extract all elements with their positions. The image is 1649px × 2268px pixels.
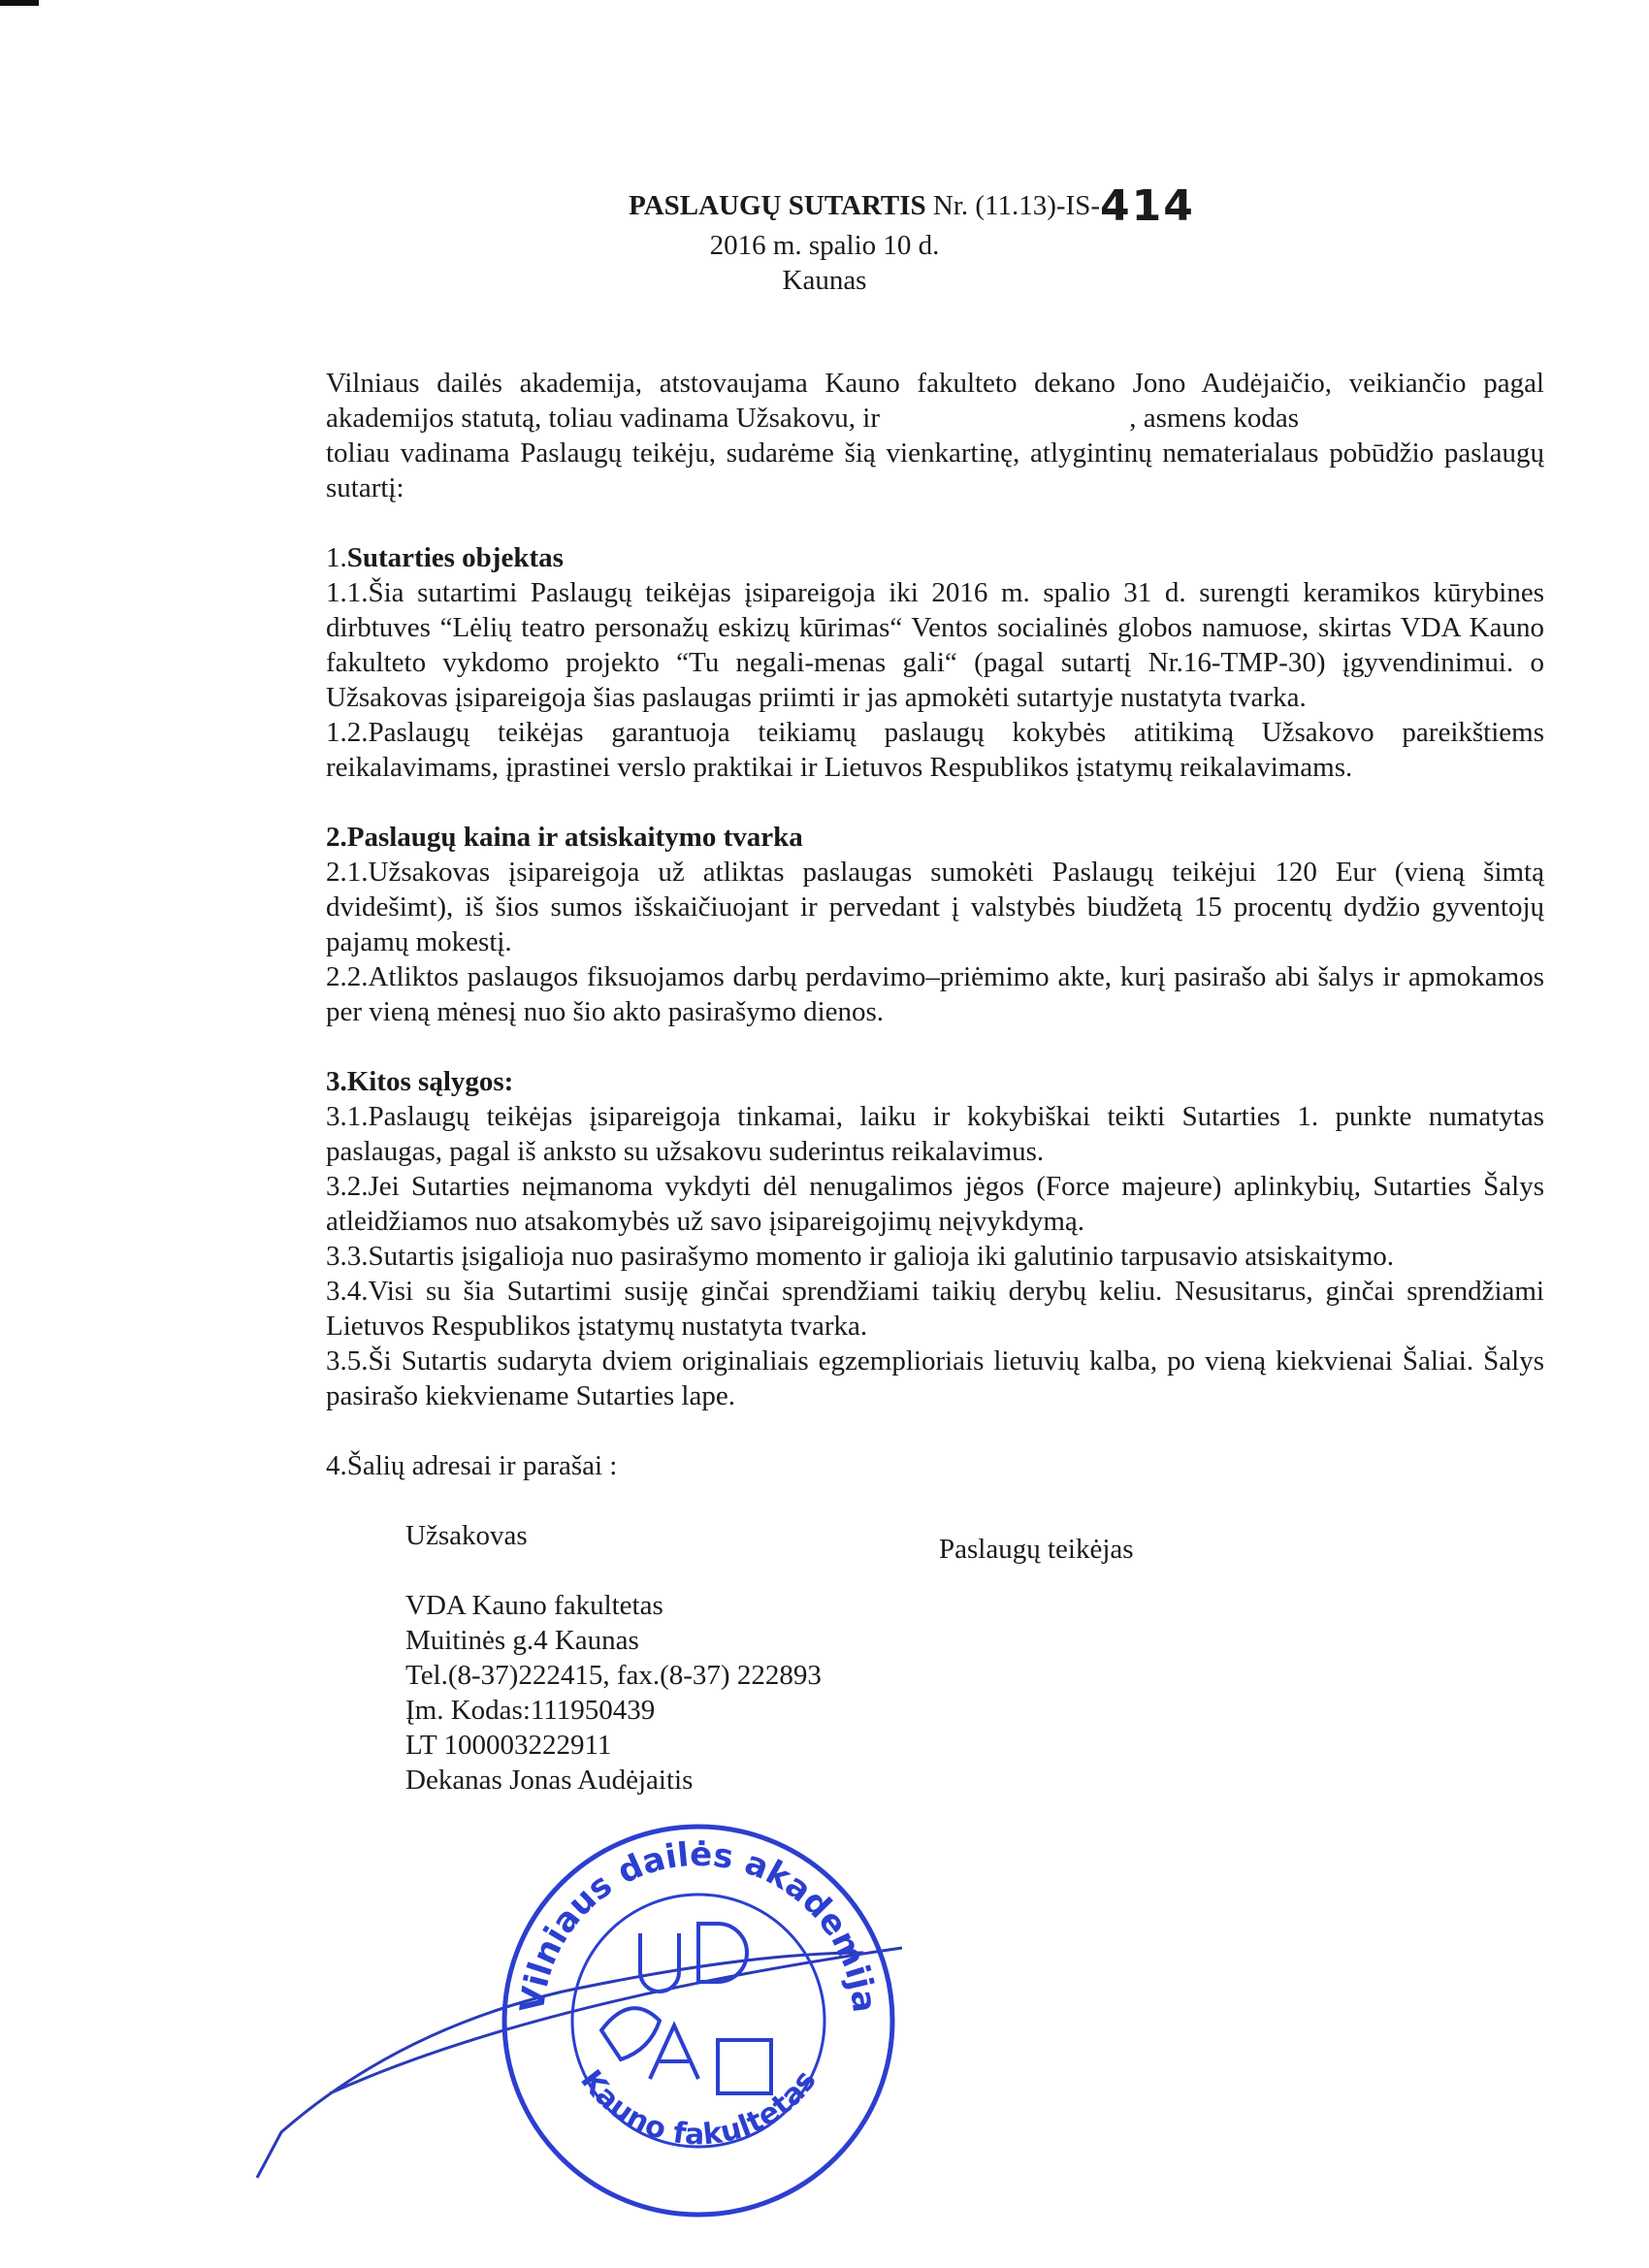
intro-text-3: toliau vadinama Paslaugų teikėju, sudarėme šią vienkartinę, atlygintinų nematerialaus pobūdžio paslaugų sutartį: (326, 437, 1544, 503)
intro-text-2: , asmens kodas (1129, 403, 1300, 434)
intro-text: Vilniaus dailės akademija, atstovaujama Kauno fakulteto dekano Jono Audėjaičio, veikiančio pagal akademijos statutą, toliau vadinama Užsakovu, ir (326, 368, 1544, 434)
clause-1-1: 1.1.Šia sutartimi Paslaugų teikėjas įsipareigoja iki 2016 m. spalio 31 d. surengti keramikos kūrybines dirbtuves “Lėlių teatro personažų eskizų kūrimas“ Ventos socialinės globos namuose, skirtas VDA Kauno fakulteto vykdomo projekto “Tu negali-menas gali“ (pagal sutartį Nr.16-TMP-30) įgyvendinimui. o Užsakovas įsipareigoja šias paslaugas priimti ir jas apmokėti sutartyje nustatyta tvarka. (326, 577, 1544, 713)
contract-date: 2016 m. spalio 10 d. (709, 230, 940, 261)
title-bold: PASLAUGŲ SUTARTIS (629, 190, 926, 221)
section-title: Sutarties objektas (346, 542, 564, 573)
clause-3-3: 3.3.Sutartis įsigalioja nuo pasirašymo momento ir galioja iki galutinio tarpusavio atsiskaitymo. (326, 1241, 1395, 1272)
handwritten-number: 414 (1099, 181, 1195, 231)
clause-3-4: 3.4.Visi su šia Sutartimi susiję ginčai sprendžiami taikių derybų keliu. Nesusitarus, ginčai sprendžiami Lietuvos Respublikos įstatymų nustatyta tvarka. (326, 1276, 1544, 1342)
clause-2-1: 2.1.Užsakovas įsipareigoja už atliktas paslaugas sumokėti Paslaugų teikėjui 120 Eur (vieną šimtą dvidešimt), iš šios sumos išskaičiuojant ir pervedant į valstybės biudžetą 15 procentų dydžio gyventojų pajamų mokestį. (326, 857, 1544, 957)
provider-label: Paslaugų teikėjas (939, 1534, 1134, 1565)
document-header (0, 181, 1649, 298)
stamp-outer-ring (504, 1827, 892, 2215)
intro-paragraph (326, 366, 1544, 505)
section-title: 3.Kitos sąlygos: (326, 1066, 514, 1097)
contract-title (175, 181, 1649, 231)
contract-city: Kaunas (782, 265, 867, 296)
section-number: 1. (326, 542, 347, 573)
contract-body (326, 366, 1544, 1483)
title-number: Nr. (11.13)-IS- (925, 190, 1100, 221)
scan-edge-mark (0, 0, 39, 6)
customer-line: Įm. Kodas:111950439 (405, 1695, 656, 1726)
stamp-emblem-icon (601, 1924, 771, 2093)
official-stamp (485, 1807, 912, 2234)
customer-line: Muitinės g.4 Kaunas (405, 1625, 639, 1656)
provider-block (939, 1518, 1134, 1798)
customer-label: Užsakovas (405, 1520, 528, 1551)
section-2-heading (326, 820, 1544, 855)
section-title: 2.Paslaugų kaina ir atsiskaitymo tvarka (326, 822, 803, 853)
section-3-heading (326, 1064, 1544, 1099)
stamp-top-text: Vilniaus dailės akademija (512, 1834, 885, 2015)
customer-line: VDA Kauno fakultetas (405, 1590, 663, 1621)
clause-3-5: 3.5.Ši Sutartis sudaryta dviem originaliais egzemplioriais lietuvių kalba, po vieną kiekvienai Šaliai. Šalys pasirašo kiekviename Sutarties lape. (326, 1345, 1544, 1411)
customer-block (405, 1518, 939, 1798)
stamp-bottom-text: Kauno fakultetas (573, 2063, 824, 2153)
customer-line: LT 100003222911 (405, 1730, 612, 1761)
clause-3-2: 3.2.Jei Sutarties neįmanoma vykdyti dėl nenugalimos jėgos (Force majeure) aplinkybių, Sutarties Šalys atleidžiamos nuo atsakomybės už savo įsipareigojimų neįvykdymą. (326, 1171, 1544, 1237)
redacted-name (887, 402, 1129, 427)
addresses-heading: 4.Šalių adresai ir parašai : (326, 1450, 618, 1481)
clause-1-2: 1.2.Paslaugų teikėjas garantuoja teikiamų paslaugų kokybės atitikimą Užsakovo pareikštiems reikalavimams, įprastinei verslo praktikai ir Lietuvos Respublikos įstatymų reikalavimams. (326, 717, 1544, 783)
clause-3-1: 3.1.Paslaugų teikėjas įsipareigoja tinkamai, laiku ir kokybiškai teikti Sutarties 1. punkte numatytas paslaugas, pagal iš anksto su užsakovu suderintus reikalavimus. (326, 1101, 1544, 1167)
customer-line: Tel.(8-37)222415, fax.(8-37) 222893 (405, 1660, 822, 1691)
signature-section (0, 1518, 1649, 1798)
customer-line: Dekanas Jonas Audėjaitis (405, 1765, 694, 1796)
section-1-heading (326, 540, 1544, 575)
clause-2-2: 2.2.Atliktos paslaugos fiksuojamos darbų perdavimo–priėmimo akte, kurį pasirašo abi šalys ir apmokamos per vieną mėnesį nuo šio akto pasirašymo dienos. (326, 961, 1544, 1027)
stamp-and-signature (242, 1807, 922, 2263)
